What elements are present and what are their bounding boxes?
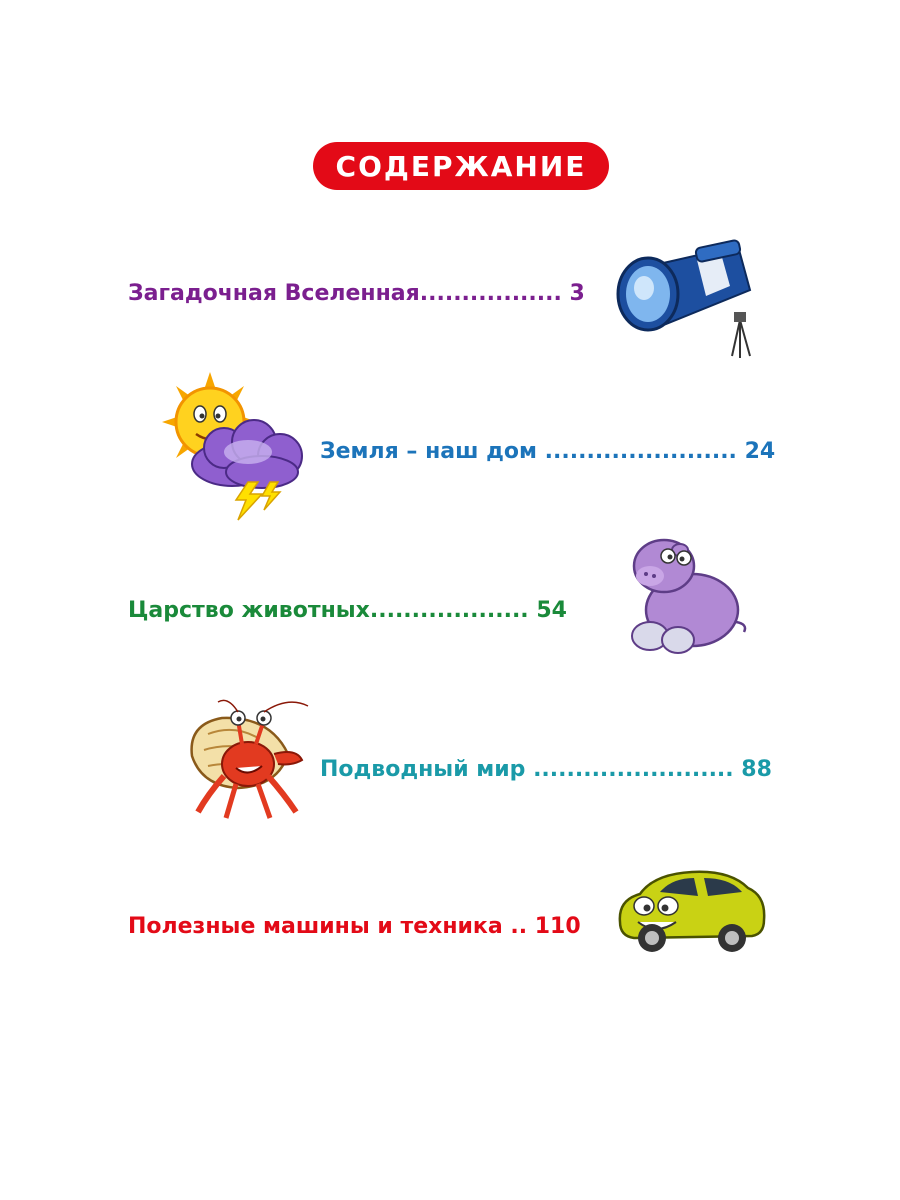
telescope-icon — [610, 238, 760, 360]
hermit-crab-icon — [178, 694, 318, 824]
toc-entry-machines[interactable]: Полезные машины и техника .. 110 — [128, 914, 581, 939]
hippo-icon — [620, 532, 754, 656]
page-title: СОДЕРЖАНИЕ — [313, 142, 609, 190]
toc-entry-animals[interactable]: Царство животных................... 54 — [128, 598, 567, 623]
toc-entry-underwater[interactable]: Подводный мир ........................ 88 — [320, 757, 772, 782]
toc-entry-universe[interactable]: Загадочная Вселенная................. 3 — [128, 281, 585, 306]
car-icon — [614, 866, 770, 956]
toc-entry-earth[interactable]: Земля – наш дом ....................... 24 — [320, 439, 776, 464]
sun-cloud-lightning-icon — [162, 372, 310, 524]
